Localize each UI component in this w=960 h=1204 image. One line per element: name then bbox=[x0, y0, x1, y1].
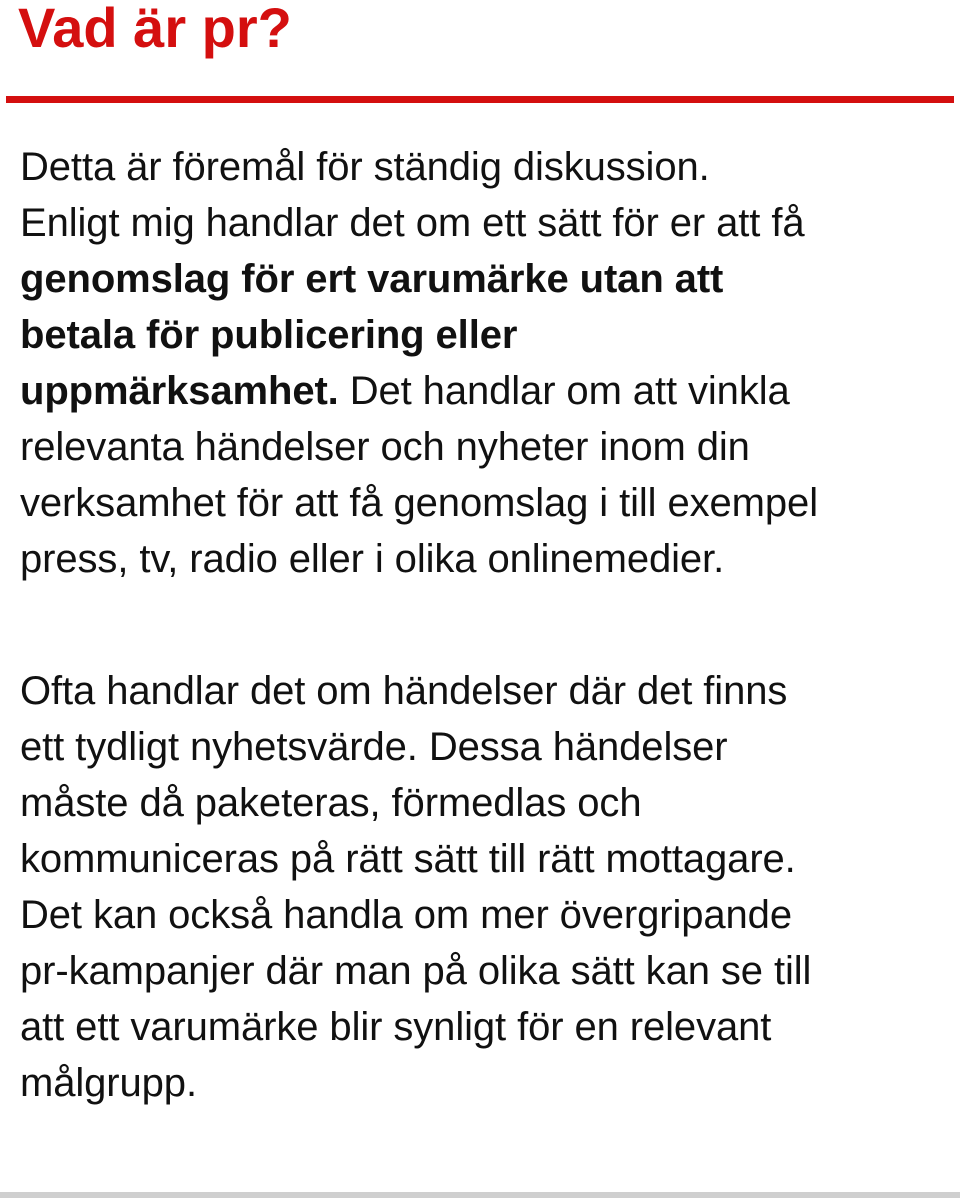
text-line: Detta är föremål för ständig diskussion. bbox=[20, 145, 710, 189]
bold-text-line: genomslag för ert varumärke utan att bbox=[20, 257, 724, 301]
text-line: måste då paketeras, förmedlas och bbox=[20, 781, 642, 825]
text-line: Det kan också handla om mer övergripande bbox=[20, 893, 792, 937]
title-underline bbox=[6, 96, 954, 103]
text-line: målgrupp. bbox=[20, 1061, 197, 1105]
text-line: Enligt mig handlar det om ett sätt för er att få bbox=[20, 201, 805, 245]
text-line: relevanta händelser och nyheter inom din bbox=[20, 425, 750, 469]
text-line: kommuniceras på rätt sätt till rätt mottagare. bbox=[20, 837, 796, 881]
text-line: att ett varumärke blir synligt för en relevant bbox=[20, 1005, 772, 1049]
text-line: pr-kampanjer där man på olika sätt kan se till bbox=[20, 949, 812, 993]
mixed-text-line bbox=[20, 363, 818, 419]
text-line: verksamhet för att få genomslag i till exempel bbox=[20, 481, 818, 525]
text-line: ett tydligt nyhetsvärde. Dessa händelser bbox=[20, 725, 728, 769]
text-line: Ofta handlar det om händelser där det finns bbox=[20, 669, 788, 713]
paragraph-details bbox=[20, 663, 811, 1111]
bottom-divider bbox=[0, 1192, 960, 1198]
text-line: press, tv, radio eller i olika onlinemedier. bbox=[20, 537, 725, 581]
bold-text-line: betala för publicering eller bbox=[20, 313, 518, 357]
paragraph-intro bbox=[20, 139, 818, 587]
text-segment: Det handlar om att vinkla bbox=[338, 369, 790, 413]
page-title: Vad är pr? bbox=[18, 0, 292, 59]
bold-text-segment: uppmärksamhet. bbox=[20, 369, 339, 413]
